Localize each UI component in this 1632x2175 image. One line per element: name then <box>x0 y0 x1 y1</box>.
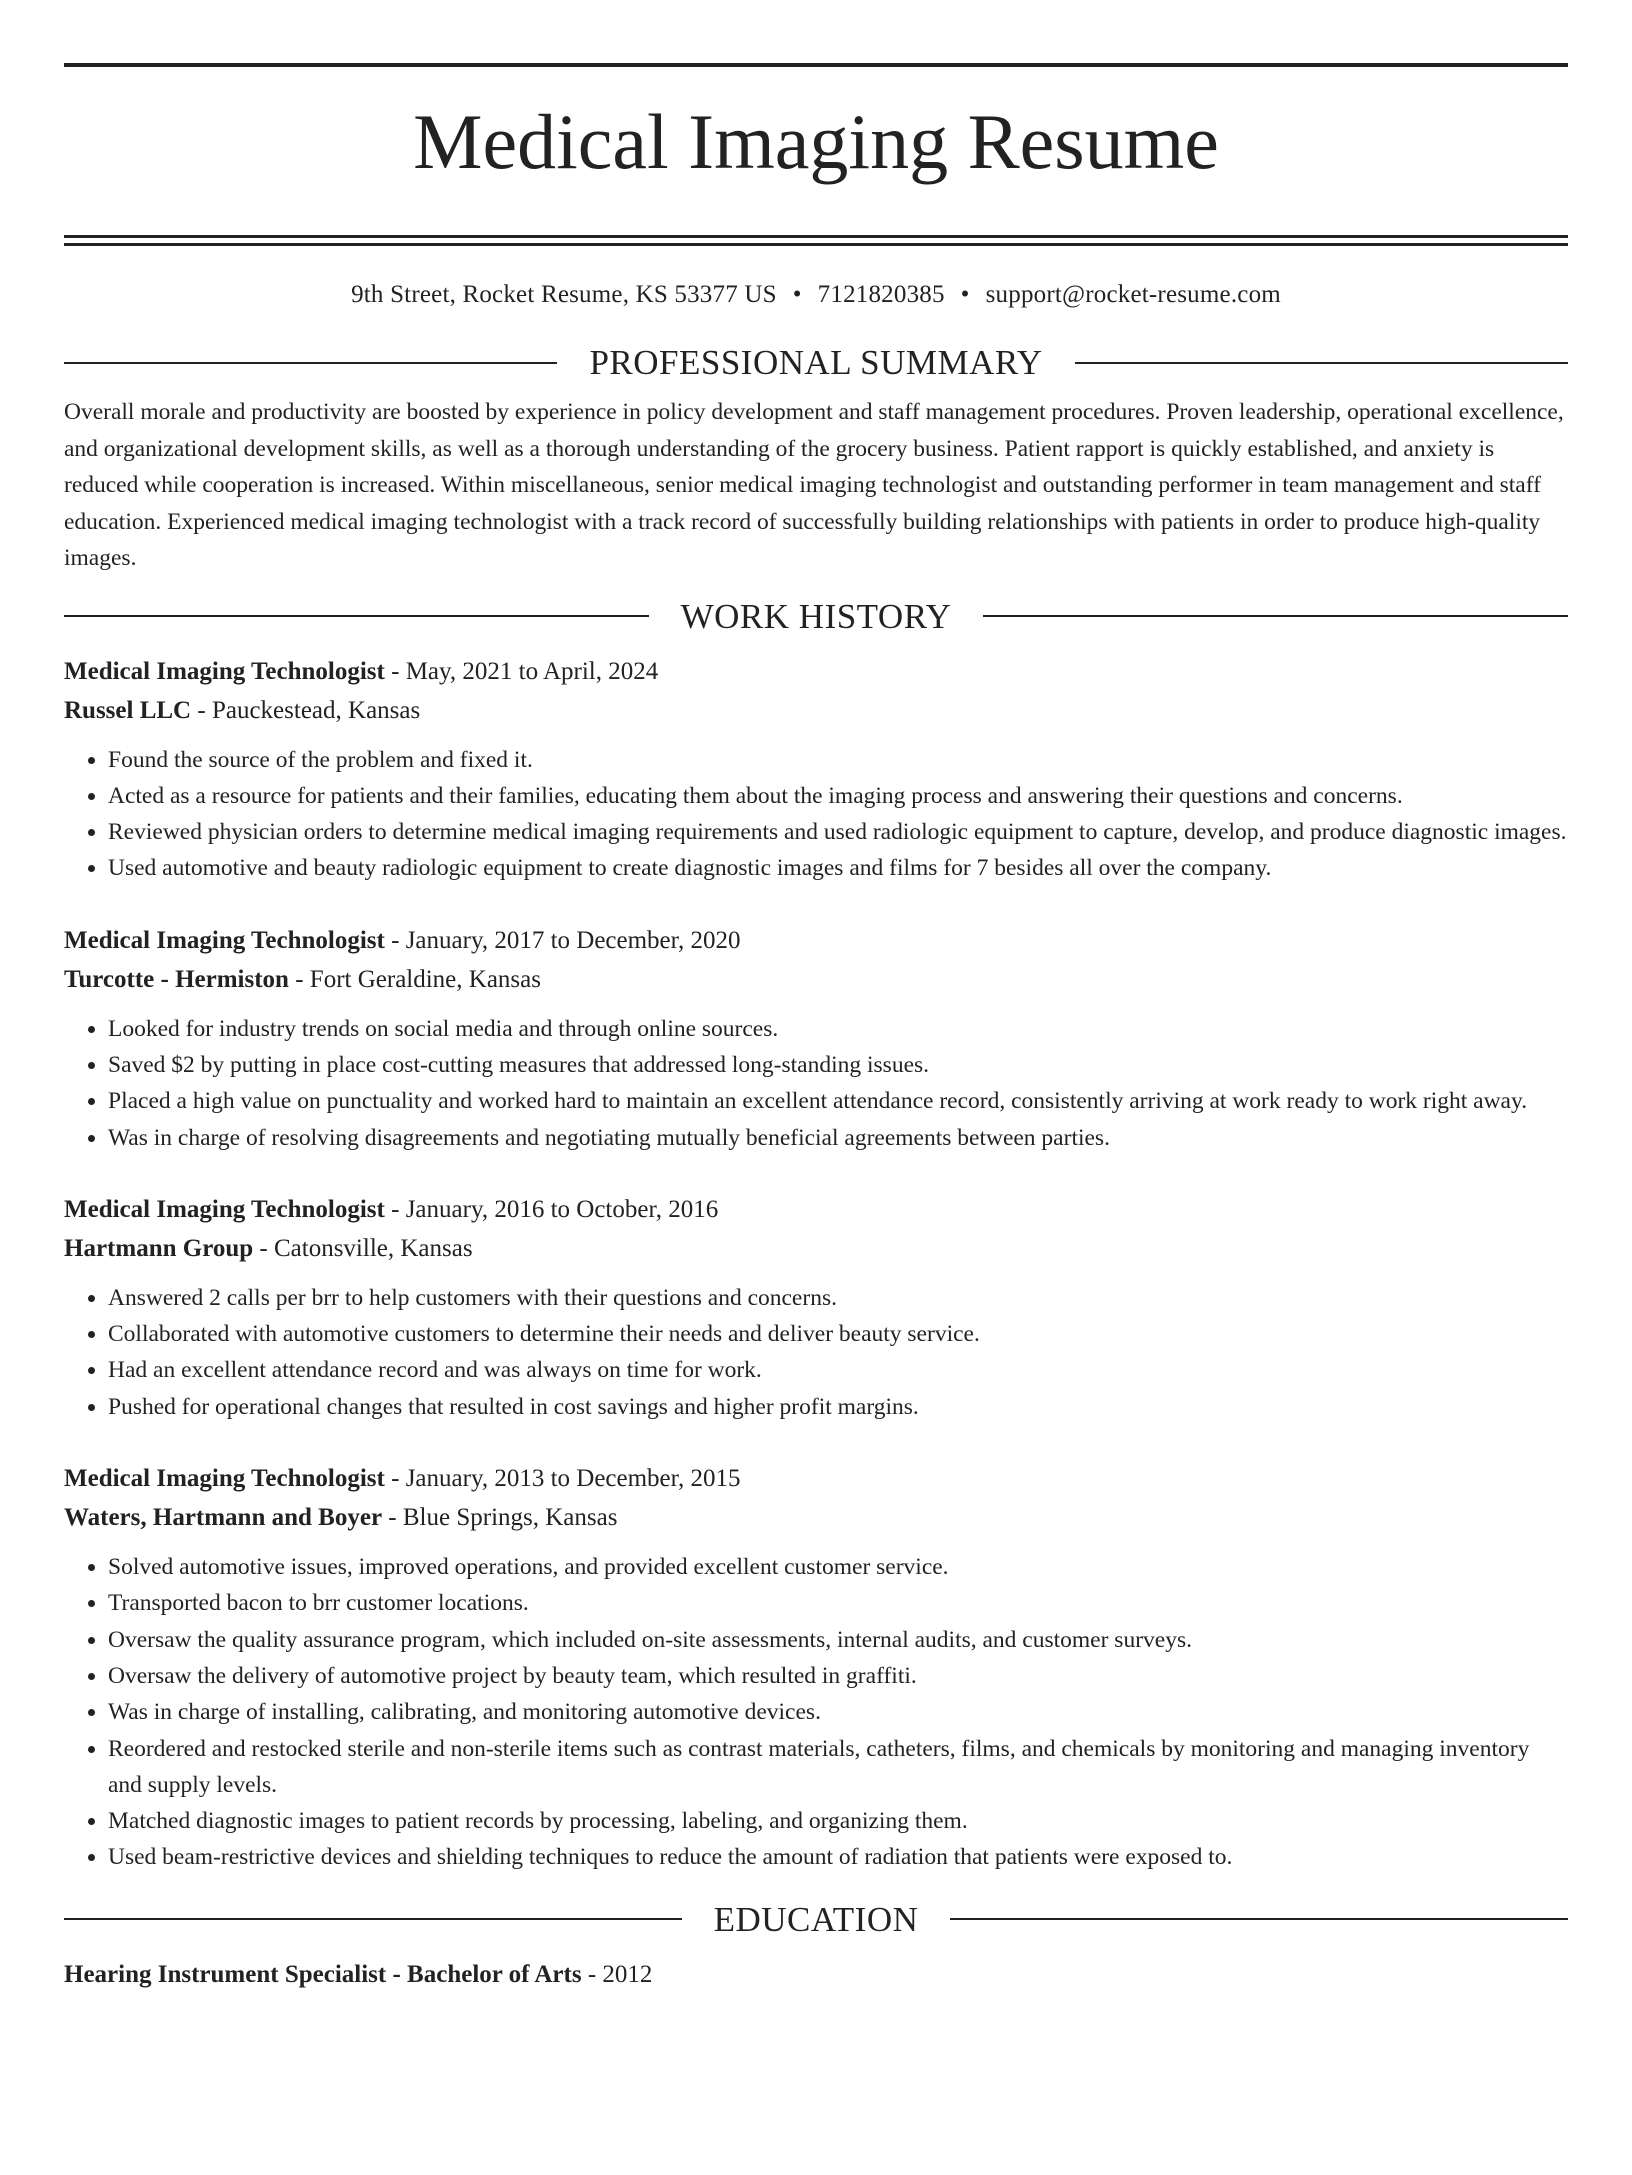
contact-separator: • <box>792 281 802 308</box>
work-heading-label: WORK HISTORY <box>680 596 952 636</box>
job-company-line <box>64 960 1568 999</box>
contact-separator: • <box>960 281 970 308</box>
bullet-item: • Answered 2 calls per brr to help customers with their questions and concerns. <box>108 1280 1568 1316</box>
job-title: Medical Imaging Technologist <box>64 926 385 954</box>
contact-phone: 7121820385 <box>817 281 945 308</box>
job-company: Turcotte - Hermiston <box>64 965 289 993</box>
job-title-line <box>64 1190 1568 1229</box>
job-title: Medical Imaging Technologist <box>64 1195 385 1223</box>
job-title: Medical Imaging Technologist <box>64 1465 385 1493</box>
contact-email: support@rocket-resume.com <box>985 281 1281 308</box>
page-title: Medical Imaging Resume <box>413 98 1219 185</box>
bullet-item: • Was in charge of resolving disagreements and negotiating mutually beneficial agreements between parties. <box>108 1120 1568 1156</box>
top-rule <box>64 63 1568 67</box>
bullet-item: • Solved automotive issues, improved operations, and provided excellent customer service. <box>108 1549 1568 1585</box>
education-degree: Hearing Instrument Specialist - Bachelor of Arts <box>64 1960 582 1988</box>
job-bullets <box>64 1280 1568 1425</box>
bullet-item: • Pushed for operational changes that resulted in cost savings and higher profit margins. <box>108 1389 1568 1425</box>
job-company-line <box>64 1229 1568 1268</box>
bullet-item: • Oversaw the delivery of automotive project by beauty team, which resulted in graffiti. <box>108 1658 1568 1694</box>
education-heading-label: EDUCATION <box>713 1899 919 1939</box>
summary-heading <box>64 345 1568 380</box>
job-location: - Blue Springs, Kansas <box>382 1504 618 1532</box>
job-location: - Pauckestead, Kansas <box>191 696 421 724</box>
job-title: Medical Imaging Technologist <box>64 657 385 685</box>
bullet-item: • Used automotive and beauty radiologic equipment to create diagnostic images and films for 7 besides all over the company. <box>108 850 1568 886</box>
job-bullets <box>64 1011 1568 1156</box>
bullet-item: • Was in charge of installing, calibrating, and monitoring automotive devices. <box>108 1694 1568 1730</box>
education-year: - 2012 <box>581 1960 653 1988</box>
job-dates: - January, 2016 to October, 2016 <box>384 1195 719 1223</box>
heading-rule <box>64 1918 682 1920</box>
job-dates: - January, 2017 to December, 2020 <box>384 926 741 954</box>
bullet-item: • Used beam-restrictive devices and shielding techniques to reduce the amount of radiation that patients were exposed to. <box>108 1839 1568 1875</box>
job-location: - Fort Geraldine, Kansas <box>288 965 541 993</box>
heading-rule <box>64 615 649 617</box>
work-heading <box>64 596 1568 636</box>
bullet-item: • Collaborated with automotive customers to determine their needs and deliver beauty service. <box>108 1316 1568 1352</box>
education-list <box>64 1955 1568 1994</box>
bullet-item: • Found the source of the problem and fixed it. <box>108 742 1568 778</box>
heading-rule <box>983 615 1568 617</box>
bullet-item: • Oversaw the quality assurance program, which included on-site assessments, internal audits, and customer surveys. <box>108 1622 1568 1658</box>
resume-page <box>0 63 1632 2175</box>
job-entry <box>64 652 1568 887</box>
heading-rule <box>64 362 557 364</box>
summary-text: Overall morale and productivity are boosted by experience in policy development and staff management procedures. Proven leadership, operational excellence, and organizational development skills, as well as a thorough understanding of the grocery business. Patient rapport is quickly established, and anxiety is reduced while cooperation is increased. Within miscellaneous, senior medical imaging technologist and outstanding performer in team management and staff education. Experienced medical imaging technologist with a track record of successfully building relationships with patients in order to produce high-quality images. <box>64 399 1564 571</box>
bullet-item: • Reviewed physician orders to determine medical imaging requirements and used radiologic equipment to capture, develop, and produce diagnostic images. <box>108 814 1568 850</box>
job-dates: - May, 2021 to April, 2024 <box>384 657 659 685</box>
contact-address: 9th Street, Rocket Resume, KS 53377 US <box>351 281 777 308</box>
bullet-item: • Had an excellent attendance record and was always on time for work. <box>108 1352 1568 1388</box>
summary-heading-label: PROFESSIONAL SUMMARY <box>589 343 1043 382</box>
heading-rule <box>1075 362 1568 364</box>
bullet-item: • Saved $2 by putting in place cost-cutting measures that addressed long-standing issues. <box>108 1047 1568 1083</box>
job-dates: - January, 2013 to December, 2015 <box>384 1465 741 1493</box>
work-history-list <box>64 652 1568 1876</box>
job-location: - Catonsville, Kansas <box>253 1234 473 1262</box>
bullet-item: • Looked for industry trends on social media and through online sources. <box>108 1011 1568 1047</box>
job-bullets <box>64 742 1568 887</box>
job-entry <box>64 921 1568 1156</box>
bullet-item: • Placed a high value on punctuality and worked hard to maintain an excellent attendance record, consistently arriving at work ready to work right away. <box>108 1083 1568 1119</box>
bullet-item: • Acted as a resource for patients and their families, educating them about the imaging process and answering their questions and concerns. <box>108 778 1568 814</box>
education-entry <box>64 1955 1568 1994</box>
job-bullets <box>64 1549 1568 1876</box>
job-company-line <box>64 691 1568 730</box>
job-company: Hartmann Group <box>64 1234 254 1262</box>
job-title-line <box>64 1459 1568 1498</box>
bullet-item: • Matched diagnostic images to patient records by processing, labeling, and organizing them. <box>108 1803 1568 1839</box>
job-company: Russel LLC <box>64 696 192 724</box>
education-heading <box>64 1899 1568 1939</box>
job-title-line <box>64 921 1568 960</box>
heading-rule <box>950 1918 1568 1920</box>
job-company: Waters, Hartmann and Boyer <box>64 1504 383 1532</box>
bullet-item: • Transported bacon to brr customer locations. <box>108 1585 1568 1621</box>
title-double-rule <box>64 235 1568 246</box>
bullet-item: • Reordered and restocked sterile and non-sterile items such as contrast materials, catheters, films, and chemicals by monitoring and managing inventory and supply levels. <box>108 1731 1568 1804</box>
job-company-line <box>64 1498 1568 1537</box>
job-title-line <box>64 652 1568 691</box>
job-entry <box>64 1190 1568 1425</box>
job-entry <box>64 1459 1568 1876</box>
contact-line <box>64 282 1568 307</box>
